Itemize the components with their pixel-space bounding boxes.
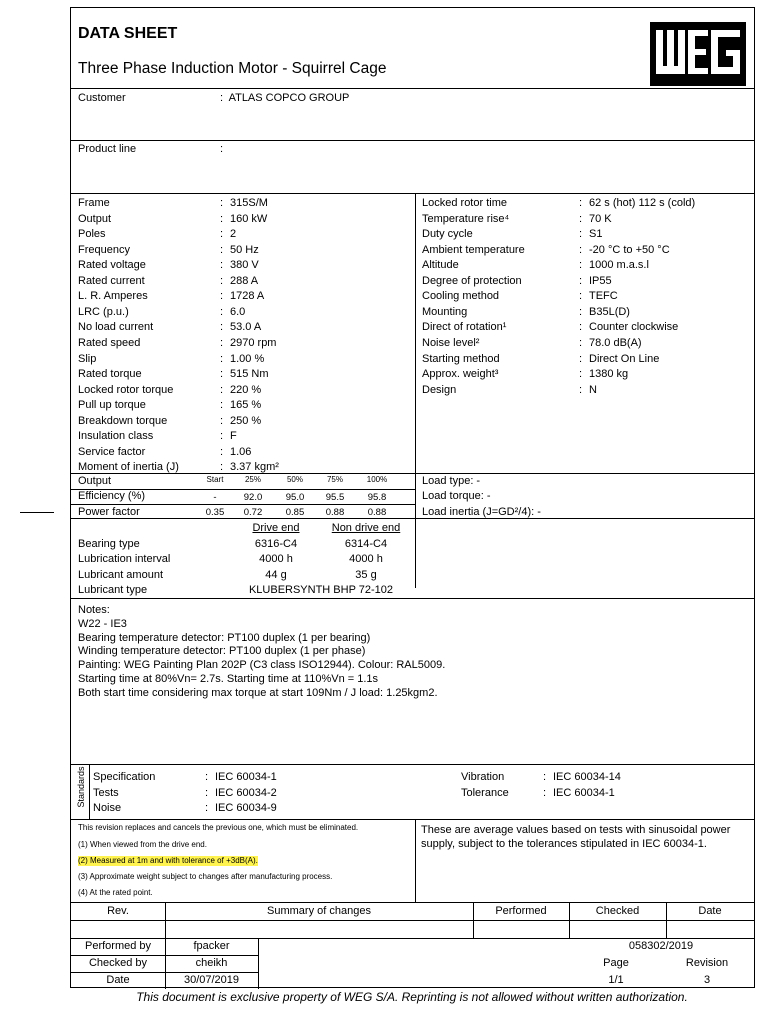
signoff-divider bbox=[258, 938, 259, 989]
revision-header: Rev. bbox=[107, 905, 129, 917]
perf-value: 0.88 bbox=[325, 507, 345, 519]
spec-label: Frequency bbox=[78, 243, 130, 256]
signoff-label: Performed by bbox=[84, 940, 152, 952]
non-drive-end-header: Non drive end bbox=[331, 522, 401, 534]
spec-sep: : bbox=[220, 336, 224, 349]
note-line: Notes: bbox=[78, 604, 110, 616]
spec-sep: : bbox=[220, 243, 224, 256]
spec-label: Pull up torque bbox=[78, 399, 146, 412]
standard-label: Specification bbox=[93, 771, 156, 783]
spec-label: Direct of rotation¹ bbox=[422, 321, 507, 334]
drive-end-header: Drive end bbox=[252, 522, 300, 534]
spec-label: Rated voltage bbox=[78, 259, 146, 272]
perf-col-header: 50% bbox=[286, 475, 303, 484]
spec-value: 315S/M bbox=[230, 197, 268, 209]
spec-value: Counter clockwise bbox=[589, 321, 679, 334]
data-sheet bbox=[70, 7, 755, 988]
spec-label: Altitude bbox=[422, 259, 459, 272]
spec-sep: : bbox=[579, 321, 583, 334]
standard-label: Vibration bbox=[461, 771, 505, 783]
spec-sep: : bbox=[579, 336, 583, 349]
perf-value: 95.0 bbox=[285, 491, 305, 503]
page-title: DATA SHEET bbox=[78, 25, 178, 42]
standard-value: IEC 60034-1 bbox=[215, 771, 277, 783]
rev-rule bbox=[71, 920, 754, 921]
standard-value: IEC 60034-1 bbox=[553, 786, 615, 799]
bearing-row-label: Lubricant amount bbox=[78, 568, 163, 581]
perf-value: - bbox=[213, 491, 217, 503]
bearing-nde: 4000 h bbox=[349, 553, 383, 566]
spec-value: IP55 bbox=[589, 274, 612, 287]
standard-value: IEC 60034-14 bbox=[553, 771, 621, 783]
spec-sep: : bbox=[220, 352, 224, 365]
signoff-rule bbox=[71, 972, 258, 973]
spec-sep: : bbox=[220, 212, 224, 225]
signoff-rule bbox=[71, 955, 258, 956]
load-info: Load inertia (J=GD²/4): - bbox=[422, 505, 541, 518]
bearing-row-label: Bearing type bbox=[78, 538, 140, 550]
footnote-line: (3) Approximate weight subject to changes after manufacturing process. bbox=[78, 872, 333, 881]
spec-value: 515 Nm bbox=[230, 368, 269, 381]
spec-label: Mounting bbox=[422, 305, 468, 318]
spec-value: 1380 kg bbox=[589, 368, 629, 381]
standards-side-label: Standards bbox=[76, 766, 86, 808]
perf-row-label: Efficiency (%) bbox=[78, 490, 146, 503]
standard-label: Noise bbox=[93, 802, 122, 815]
bearing-row-label: Lubrication interval bbox=[78, 553, 171, 566]
spec-sep: : bbox=[579, 259, 583, 272]
spec-label: Ambient temperature bbox=[422, 243, 525, 256]
spec-sep: : bbox=[220, 430, 224, 443]
perf-value: 0.72 bbox=[243, 507, 263, 519]
spec-sep: : bbox=[579, 305, 583, 318]
signoff-label: Date bbox=[106, 974, 130, 986]
note-line: Winding temperature detector: PT100 duplex (1 per phase) bbox=[78, 645, 366, 658]
perf-col-header: 100% bbox=[366, 475, 388, 484]
footer-disclaimer: This document is exclusive property of WEG S/A. Reprinting is not allowed without written authorization. bbox=[136, 990, 688, 1004]
standard-value: IEC 60034-9 bbox=[215, 802, 277, 815]
spec-value: TEFC bbox=[589, 290, 618, 303]
bearing-de: 44 g bbox=[265, 568, 287, 581]
spec-label: Temperature rise⁴ bbox=[422, 212, 510, 225]
spec-sep: : bbox=[220, 290, 224, 303]
spec-value: 1.06 bbox=[230, 445, 252, 458]
lubricant-type-value: KLUBERSYNTH BHP 72-102 bbox=[248, 584, 394, 596]
spec-label: Noise level² bbox=[422, 336, 480, 349]
spec-value: 2970 rpm bbox=[230, 336, 277, 349]
spec-label: Starting method bbox=[422, 352, 500, 365]
spec-value: -20 °C to +50 °C bbox=[589, 243, 670, 256]
spec-label: Service factor bbox=[78, 445, 146, 458]
spec-sep: : bbox=[579, 368, 583, 381]
customer-sep: : bbox=[220, 92, 224, 104]
margin-mark bbox=[20, 512, 54, 513]
spec-label: Locked rotor time bbox=[422, 197, 507, 209]
customer-row bbox=[78, 91, 126, 107]
revision-label: Revision bbox=[685, 957, 729, 969]
standard-value: IEC 60034-2 bbox=[215, 786, 277, 799]
perf-rule bbox=[71, 504, 415, 505]
spec-sep: : bbox=[220, 461, 224, 474]
spec-sep: : bbox=[220, 259, 224, 272]
spec-sep: : bbox=[579, 352, 583, 365]
perf-value: 92.0 bbox=[243, 491, 263, 503]
signoff-value: 30/07/2019 bbox=[183, 974, 240, 986]
note-line: Both start time considering max torque at start 109Nm / J load: 1.25kgm2. bbox=[78, 686, 438, 699]
spec-value: 78.0 dB(A) bbox=[589, 336, 642, 349]
spec-label: Moment of inertia (J) bbox=[78, 461, 179, 474]
revision-header: Date bbox=[698, 905, 722, 917]
spec-sep: : bbox=[220, 305, 224, 318]
perf-value: 0.85 bbox=[285, 507, 305, 519]
perf-col-header: Start bbox=[206, 475, 224, 484]
spec-value: N bbox=[589, 383, 597, 396]
bearing-de: 4000 h bbox=[259, 553, 293, 566]
spec-label: Cooling method bbox=[422, 290, 500, 303]
signoff-value: cheikh bbox=[195, 957, 228, 969]
page-label: Page bbox=[603, 957, 629, 969]
spec-value: 1000 m.a.s.l bbox=[589, 259, 649, 272]
spec-value: 50 Hz bbox=[230, 243, 259, 256]
spec-value: 1.00 % bbox=[230, 352, 265, 365]
perf-row-label: Power factor bbox=[78, 505, 140, 518]
load-info: Load type: - bbox=[422, 475, 481, 487]
bearing-nde: 6314-C4 bbox=[344, 538, 388, 550]
spec-label: Degree of protection bbox=[422, 274, 522, 287]
spec-sep: : bbox=[579, 212, 583, 225]
signoff-label: Checked by bbox=[88, 957, 148, 969]
spec-value: 380 V bbox=[230, 259, 259, 272]
spec-value: F bbox=[230, 430, 237, 443]
spec-sep: : bbox=[220, 197, 224, 209]
spec-label: Rated torque bbox=[78, 368, 142, 381]
spec-sep: : bbox=[579, 197, 583, 209]
spec-sep: : bbox=[579, 383, 583, 396]
spec-label: Output bbox=[78, 212, 112, 225]
lubricant-type-label: Lubricant type bbox=[78, 584, 148, 596]
revision-header: Summary of changes bbox=[267, 905, 371, 917]
customer-label: Customer bbox=[78, 92, 126, 104]
document-number: 058302/2019 bbox=[628, 940, 694, 952]
spec-value: 53.0 A bbox=[230, 321, 262, 334]
spec-sep: : bbox=[220, 399, 224, 412]
standard-label: Tests bbox=[93, 786, 119, 799]
spec-label: Frame bbox=[78, 197, 110, 209]
standard-sep: : bbox=[543, 786, 547, 799]
note-line: Painting: WEG Painting Plan 202P (C3 class ISO12944). Colour: RAL5009. bbox=[78, 659, 446, 672]
spec-label: Slip bbox=[78, 352, 97, 365]
signoff-divider bbox=[165, 938, 166, 989]
footnote-line: (4) At the rated point. bbox=[78, 888, 153, 897]
perf-col-header: 75% bbox=[326, 475, 343, 484]
spec-sep: : bbox=[220, 274, 224, 287]
perf-rule bbox=[71, 489, 415, 490]
footnote-highlighted: (2) Measured at 1m and with tolerance of +3dB(A). bbox=[78, 856, 258, 865]
spec-sep: : bbox=[579, 243, 583, 256]
spec-label: Duty cycle bbox=[422, 228, 473, 241]
spec-value: S1 bbox=[589, 228, 603, 241]
spec-value: 250 % bbox=[230, 414, 262, 427]
tolerance-note: These are average values based on tests with sinusoidal power supply, subject to the tolerances stipulated in IEC 60034-1. bbox=[421, 824, 731, 850]
spec-label: Design bbox=[422, 383, 457, 396]
spec-sep: : bbox=[220, 368, 224, 381]
bearing-de: 6316-C4 bbox=[254, 538, 298, 550]
spec-label: Locked rotor torque bbox=[78, 383, 174, 396]
standard-sep: : bbox=[205, 802, 209, 815]
spec-value: 6.0 bbox=[230, 305, 246, 318]
perf-value: 95.5 bbox=[325, 491, 345, 503]
footnote-line: (1) When viewed from the drive end. bbox=[78, 840, 207, 849]
page-value: 1/1 bbox=[608, 974, 624, 986]
note-line: W22 - IE3 bbox=[78, 617, 127, 630]
standard-sep: : bbox=[205, 786, 209, 799]
spec-sep: : bbox=[220, 445, 224, 458]
load-info: Load torque: - bbox=[422, 490, 491, 503]
spec-label: Breakdown torque bbox=[78, 414, 168, 427]
page-subtitle: Three Phase Induction Motor - Squirrel Cage bbox=[78, 60, 387, 77]
spec-sep: : bbox=[220, 321, 224, 334]
spec-label: Rated speed bbox=[78, 336, 141, 349]
spec-label: Rated current bbox=[78, 274, 145, 287]
spec-label: Approx. weight³ bbox=[422, 368, 499, 381]
standard-label: Tolerance bbox=[461, 786, 509, 799]
spec-label: Poles bbox=[78, 228, 106, 241]
spec-label: No load current bbox=[78, 321, 154, 334]
perf-col-header: 25% bbox=[244, 475, 261, 484]
note-line: Bearing temperature detector: PT100 duplex (1 per bearing) bbox=[78, 631, 371, 644]
spec-value: 62 s (hot) 112 s (cold) bbox=[589, 197, 696, 209]
spec-value: 70 K bbox=[589, 212, 612, 225]
note-line: Starting time at 80%Vn= 2.7s. Starting time at 110%Vn = 1.1s bbox=[78, 673, 379, 685]
perf-value: 95.8 bbox=[367, 491, 387, 503]
standard-sep: : bbox=[543, 771, 547, 783]
spec-value: B35L(D) bbox=[589, 305, 630, 318]
spec-label: Insulation class bbox=[78, 430, 154, 443]
spec-sep: : bbox=[579, 290, 583, 303]
spec-label: LRC (p.u.) bbox=[78, 305, 129, 318]
customer-value-cell bbox=[220, 91, 349, 107]
spec-label: L. R. Amperes bbox=[78, 290, 148, 303]
perf-value: 0.88 bbox=[367, 507, 387, 519]
revision-header: Checked bbox=[595, 905, 640, 917]
spec-sep: : bbox=[220, 414, 224, 427]
standard-sep: : bbox=[205, 771, 209, 783]
spec-value: 220 % bbox=[230, 383, 262, 396]
spec-value: Direct On Line bbox=[589, 352, 660, 365]
bearing-nde: 35 g bbox=[355, 568, 377, 581]
customer-value: ATLAS COPCO GROUP bbox=[228, 92, 350, 104]
product-line-sep: : bbox=[220, 143, 224, 155]
spec-value: 2 bbox=[230, 228, 237, 241]
signoff-value: fpacker bbox=[193, 940, 230, 952]
spec-sep: : bbox=[579, 228, 583, 241]
spec-value: 1728 A bbox=[230, 290, 265, 303]
spec-sep: : bbox=[579, 274, 583, 287]
revision-header: Performed bbox=[495, 905, 547, 917]
spec-value: 165 % bbox=[230, 399, 262, 412]
product-line-label: Product line bbox=[78, 143, 137, 155]
weg-logo bbox=[650, 22, 746, 86]
spec-value: 160 kW bbox=[230, 212, 268, 225]
revision-value: 3 bbox=[703, 974, 711, 986]
spec-value: 3.37 kgm² bbox=[230, 461, 279, 474]
perf-value: 0.35 bbox=[205, 507, 225, 519]
footnote-line: This revision replaces and cancels the previous one, which must be eliminated. bbox=[78, 823, 359, 832]
perf-row-label: Output bbox=[78, 475, 112, 487]
spec-sep: : bbox=[220, 383, 224, 396]
spec-sep: : bbox=[220, 228, 224, 241]
spec-value: 288 A bbox=[230, 274, 259, 287]
